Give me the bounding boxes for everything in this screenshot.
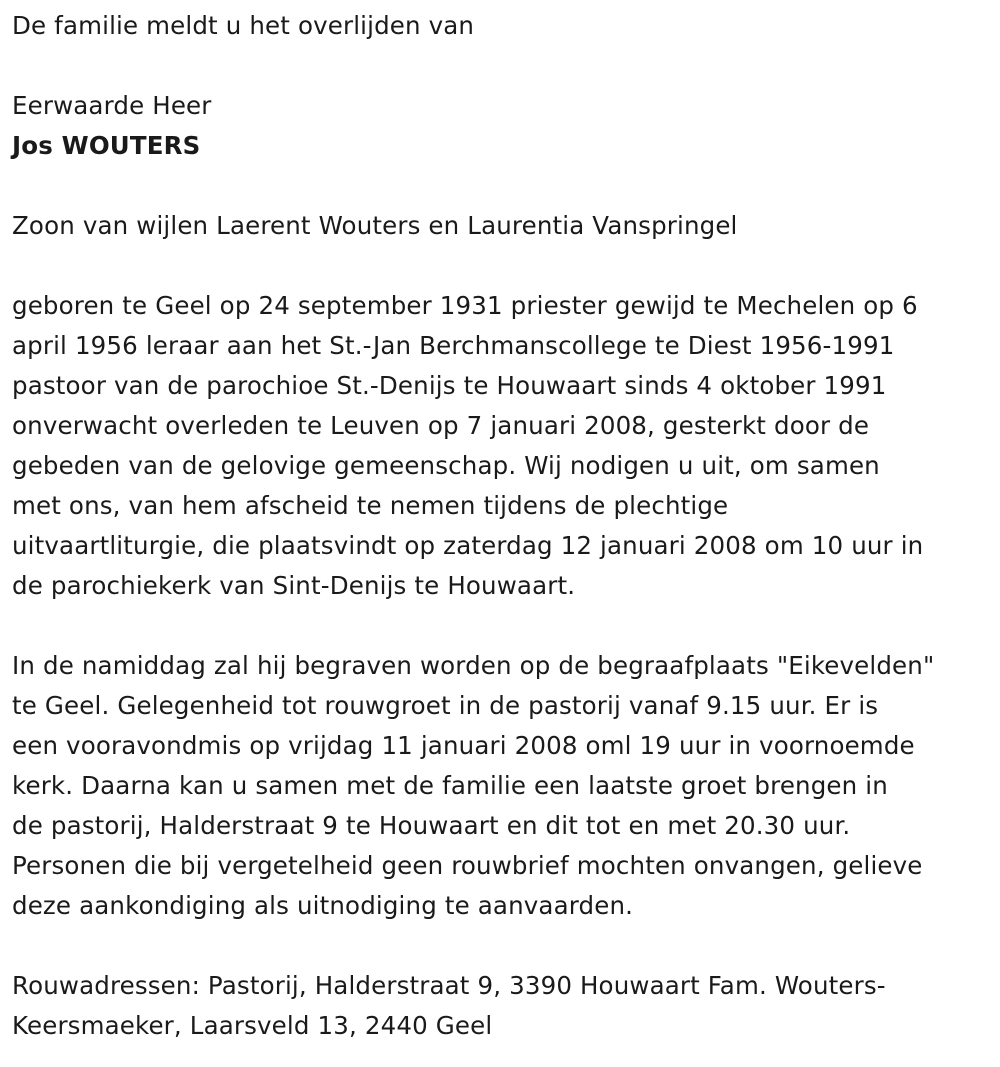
biography-line: onverwacht overleden te Leuven op 7 januari 2008, gesterkt door de [12, 411, 870, 440]
biography-paragraph [12, 286, 988, 606]
burial-line: een vooravondmis op vrijdag 11 januari 2008 oml 19 uur in voornoemde [12, 731, 915, 760]
biography-line: gebeden van de gelovige gemeenschap. Wij nodigen u uit, om samen [12, 451, 880, 480]
biography-line: uitvaartliturgie, die plaatsvindt op zaterdag 12 januari 2008 om 10 uur in [12, 531, 924, 560]
spacer [12, 246, 988, 286]
burial-line: Personen die bij vergetelheid geen rouwbrief mochten onvangen, gelieve [12, 851, 923, 880]
address-line: Rouwadressen: Pastorij, Halderstraat 9, 3390 Houwaart Fam. Wouters- [12, 971, 886, 1000]
biography-line: pastoor van de parochioe St.-Denijs te Houwaart sinds 4 oktober 1991 [12, 371, 887, 400]
address-paragraph [12, 966, 988, 1046]
intro-text: De familie meldt u het overlijden van [12, 11, 475, 40]
spacer [12, 926, 988, 966]
burial-line: kerk. Daarna kan u samen met de familie een laatste groet brengen in [12, 771, 888, 800]
parents-text: Zoon van wijlen Laerent Wouters en Laurentia Vanspringel [12, 211, 738, 240]
biography-line: april 1956 leraar aan het St.-Jan Berchmanscollege te Diest 1956-1991 [12, 331, 895, 360]
spacer [12, 166, 988, 206]
honorific-title: Eerwaarde Heer [12, 91, 212, 120]
biography-line: de parochiekerk van Sint-Denijs te Houwaart. [12, 571, 576, 600]
burial-line: In de namiddag zal hij begraven worden op de begraafplaats "Eikevelden" [12, 651, 935, 680]
address-line: Keersmaeker, Laarsveld 13, 2440 Geel [12, 1011, 493, 1040]
biography-line: geboren te Geel op 24 september 1931 priester gewijd te Mechelen op 6 [12, 291, 918, 320]
burial-line: de pastorij, Halderstraat 9 te Houwaart en dit tot en met 20.30 uur. [12, 811, 851, 840]
burial-line: te Geel. Gelegenheid tot rouwgroet in de pastorij vanaf 9.15 uur. Er is [12, 691, 879, 720]
spacer [12, 606, 988, 646]
burial-line: deze aankondiging als uitnodiging te aanvaarden. [12, 891, 634, 920]
spacer [12, 46, 988, 86]
deceased-name: Jos WOUTERS [12, 131, 201, 160]
burial-paragraph [12, 646, 988, 926]
biography-line: met ons, van hem afscheid te nemen tijdens de plechtige [12, 491, 729, 520]
